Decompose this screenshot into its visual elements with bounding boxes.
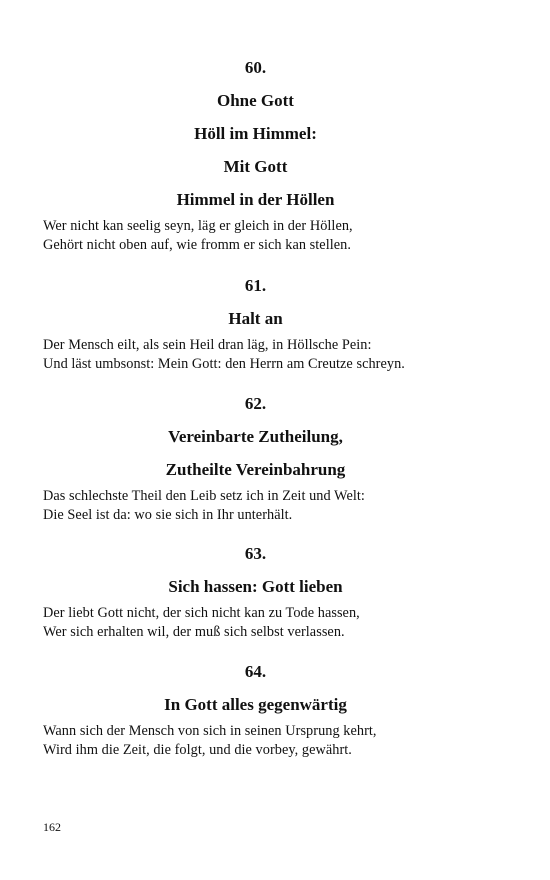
poem-heading: Ohne Gott bbox=[217, 91, 294, 110]
poem-heading: Zutheilte Vereinbahrung bbox=[165, 460, 346, 479]
poem-heading: Himmel in der Höllen bbox=[176, 190, 335, 209]
poem-number: 62. bbox=[244, 394, 267, 413]
poem-number: 63. bbox=[244, 544, 267, 563]
poem-number: 64. bbox=[244, 662, 267, 681]
poem-61 bbox=[43, 269, 468, 374]
verse-line: Die Seel ist da: wo sie sich in Ihr unterhält. bbox=[43, 507, 293, 523]
verse-line: Wer nicht kan seelig seyn, läg er gleich in der Höllen, bbox=[43, 218, 353, 234]
poem-number: 61. bbox=[244, 276, 267, 295]
poem-heading: Höll im Himmel: bbox=[194, 124, 317, 143]
poem-heading: Halt an bbox=[228, 309, 283, 328]
page-number: 162 bbox=[43, 820, 61, 834]
verse-line: Wer sich erhalten wil, der muß sich selbst verlassen. bbox=[43, 624, 345, 640]
verse-line: Der Mensch eilt, als sein Heil dran läg, in Höllsche Pein: bbox=[43, 337, 372, 353]
verse-line: Wann sich der Mensch von sich in seinen Ursprung kehrt, bbox=[43, 723, 377, 739]
verse-line: Gehört nicht oben auf, wie fromm er sich kan stellen. bbox=[43, 237, 351, 253]
poem-62 bbox=[43, 387, 468, 525]
poem-63 bbox=[43, 537, 468, 642]
poem-heading: Vereinbarte Zutheilung, bbox=[168, 427, 343, 446]
poem-64 bbox=[43, 655, 468, 760]
verse-line: Das schlechste Theil den Leib setz ich in Zeit und Welt: bbox=[43, 488, 365, 504]
verse-line: Der liebt Gott nicht, der sich nicht kan zu Tode hassen, bbox=[43, 605, 360, 621]
verse-line: Und läst umbsonst: Mein Gott: den Herrn am Creutze schreyn. bbox=[43, 356, 405, 372]
verse-line: Wird ihm die Zeit, die folgt, und die vorbey, gewährt. bbox=[43, 742, 352, 758]
poem-60 bbox=[43, 51, 468, 255]
book-page bbox=[43, 0, 468, 880]
poem-number: 60. bbox=[244, 58, 267, 77]
poem-heading: Mit Gott bbox=[223, 157, 288, 176]
poem-heading: In Gott alles gegenwärtig bbox=[164, 695, 347, 714]
poem-heading: Sich hassen: Gott lieben bbox=[168, 577, 343, 596]
